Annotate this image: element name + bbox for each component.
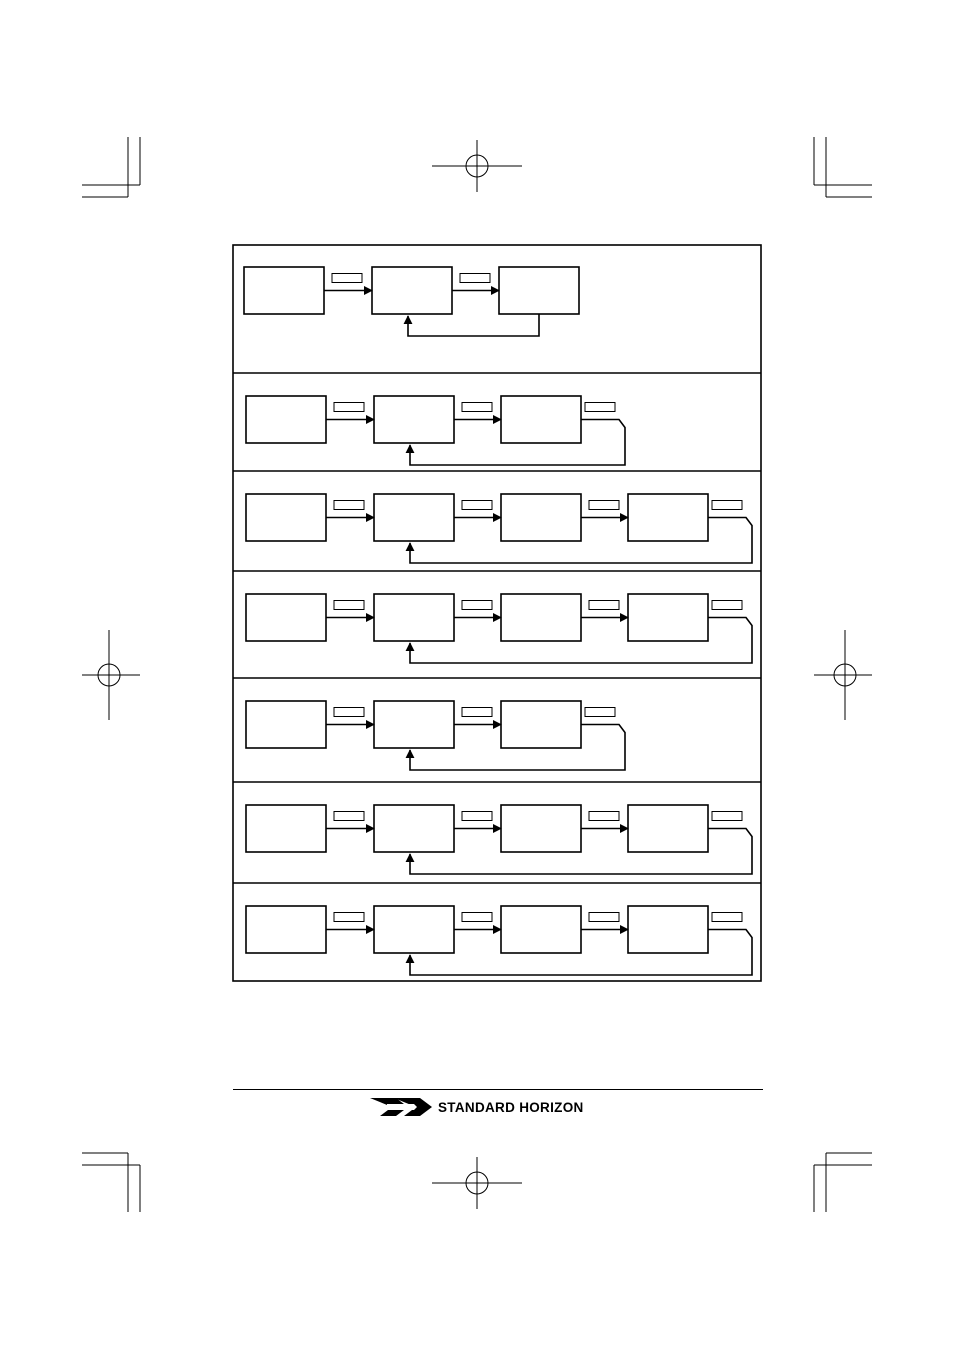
registration-target-icon [432,1157,522,1209]
key-label-box [334,913,364,922]
key-label-box [462,913,492,922]
registration-target-icon [814,630,872,720]
return-loop-arrow [408,314,539,336]
key-label-box [712,601,742,610]
key-label-box [334,708,364,717]
key-label-box [712,501,742,510]
key-label-box [589,501,619,510]
display-box [372,267,452,314]
key-label-box [332,274,362,283]
display-box [628,906,708,953]
key-label-box [589,601,619,610]
display-box [501,594,581,641]
display-box [246,701,326,748]
key-label-box [712,913,742,922]
footer-rule [233,1089,763,1090]
brand-name: STANDARD HORIZON [438,1099,584,1115]
display-box [628,594,708,641]
display-box [501,396,581,443]
registration-target-icon [432,140,522,192]
display-box [374,396,454,443]
key-label-box [460,274,490,283]
display-box [246,396,326,443]
display-box [501,494,581,541]
display-box [374,594,454,641]
display-box [374,494,454,541]
display-box [246,594,326,641]
display-box [374,906,454,953]
registration-target-icon [82,630,140,720]
key-label-box [589,913,619,922]
key-label-box [334,501,364,510]
key-label-box [585,708,615,717]
key-label-box [712,812,742,821]
key-label-box [589,812,619,821]
standard-horizon-logo-icon [370,1098,432,1116]
crop-marks [82,137,872,1212]
key-label-box [334,812,364,821]
key-label-box [334,601,364,610]
display-box [628,805,708,852]
display-box [501,805,581,852]
key-label-box [462,601,492,610]
flow-diagram [233,245,761,981]
display-box [628,494,708,541]
key-label-box [585,403,615,412]
display-box [246,494,326,541]
display-box [374,805,454,852]
display-box [246,805,326,852]
display-box [501,906,581,953]
key-label-box [462,403,492,412]
display-box [244,267,324,314]
key-label-box [334,403,364,412]
display-box [499,267,579,314]
display-box [246,906,326,953]
brand-footer [370,1096,584,1118]
registration-marks [82,140,872,1209]
key-label-box [462,708,492,717]
display-box [501,701,581,748]
key-label-box [462,501,492,510]
key-label-box [462,812,492,821]
display-box [374,701,454,748]
